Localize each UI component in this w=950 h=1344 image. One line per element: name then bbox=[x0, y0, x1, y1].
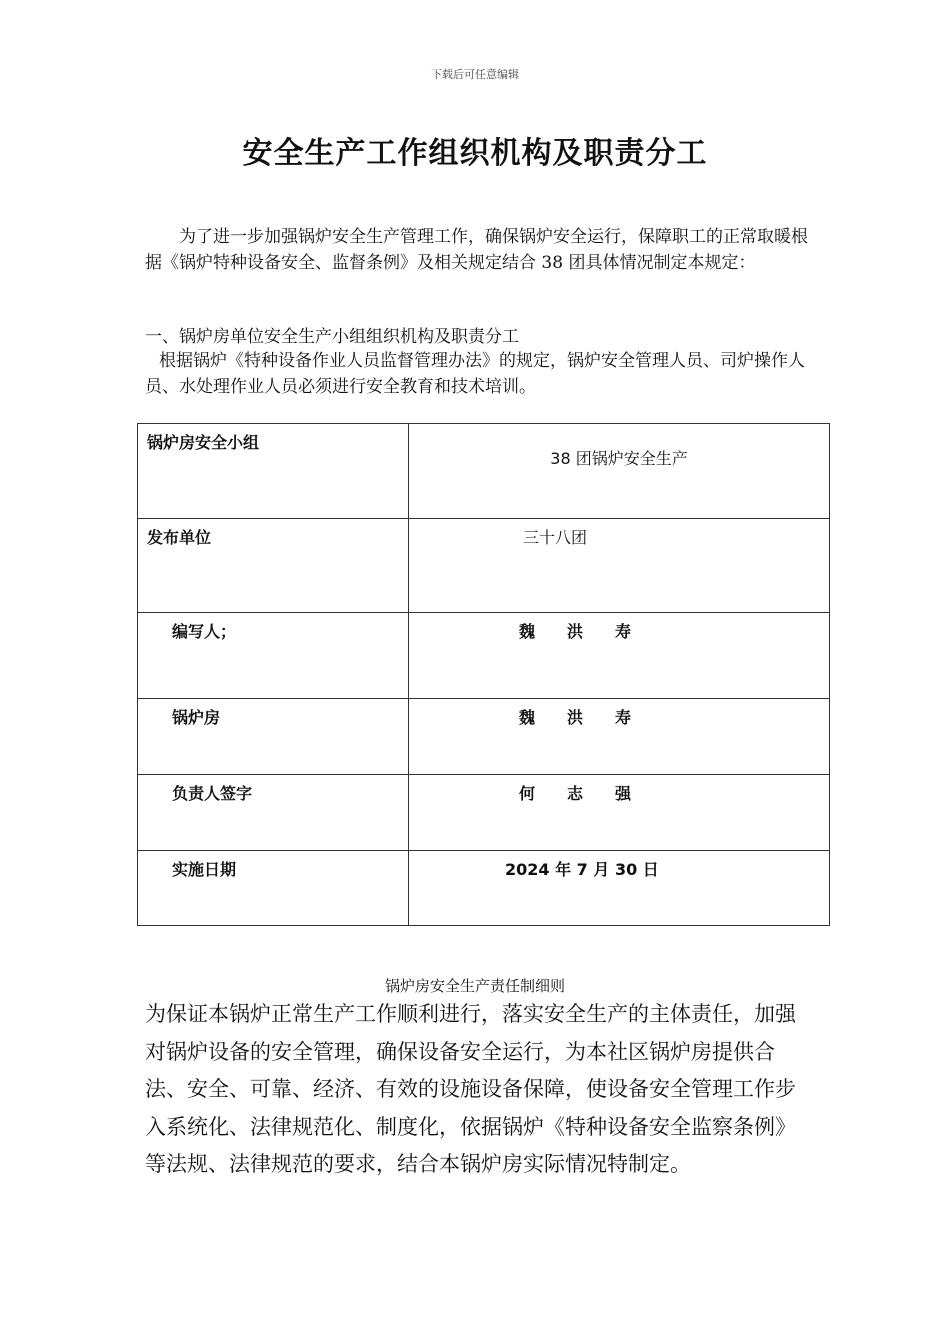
table-row bbox=[138, 699, 830, 775]
table-value: 2024 年 7 月 30 日 bbox=[505, 860, 659, 879]
table-value-cell bbox=[409, 519, 830, 613]
table-value: 魏 洪 寿 bbox=[519, 622, 632, 641]
table-label: 负责人签字 bbox=[172, 784, 253, 803]
section-1-body: 根据锅炉《特种设备作业人员监督管理办法》的规定，锅炉安全管理人员、司炉操作人员、水处理作业人员必须进行安全教育和技术培训。 bbox=[145, 351, 805, 397]
table-label-cell bbox=[138, 519, 409, 613]
table-row bbox=[138, 519, 830, 613]
table-label: 锅炉房安全小组 bbox=[147, 433, 260, 452]
table-value: 何 志 强 bbox=[519, 784, 632, 803]
section-subtitle: 锅炉房安全生产责任制细则 bbox=[384, 977, 565, 995]
intro-paragraph: 为了进一步加强锅炉安全生产管理工作，确保锅炉安全运行，保障职工的正常取暖根据《锅炉特种设备安全、监督条例》及相关规定结合 38 团具体情况制定本规定： bbox=[145, 227, 808, 273]
table-value-cell bbox=[409, 424, 830, 519]
table-value-cell bbox=[409, 851, 830, 926]
table-value-cell bbox=[409, 613, 830, 699]
table-value-cell bbox=[409, 699, 830, 775]
table-row bbox=[138, 424, 830, 519]
table-label: 实施日期 bbox=[172, 860, 237, 879]
table-label-cell bbox=[138, 775, 409, 851]
table-value: 魏 洪 寿 bbox=[519, 708, 632, 727]
table-label-cell bbox=[138, 851, 409, 926]
table-label: 编写人； bbox=[172, 622, 237, 641]
table-row bbox=[138, 613, 830, 699]
table-value: 三十八团 bbox=[523, 528, 588, 547]
table-label: 发布单位 bbox=[147, 528, 212, 547]
table-label: 锅炉房 bbox=[172, 708, 221, 727]
table-value: 38 团锅炉安全生产 bbox=[550, 449, 688, 468]
table-value-cell bbox=[409, 775, 830, 851]
table-label-cell bbox=[138, 424, 409, 519]
document-title: 安全生产工作组织机构及职责分工 bbox=[242, 136, 708, 171]
table-label-cell bbox=[138, 699, 409, 775]
info-table bbox=[137, 423, 830, 926]
section-1-heading: 一、锅炉房单位安全生产小组组织机构及职责分工 bbox=[145, 327, 519, 347]
table-label-cell bbox=[138, 613, 409, 699]
body-paragraph: 为保证本锅炉正常生产工作顺利进行，落实安全生产的主体责任，加强对锅炉设备的安全管理，确保设备安全运行，为本社区锅炉房提供合法、安全、可靠、经济、有效的设施设备保障，使设备安全管理工作步入系统化、法律规范化、制度化，依据锅炉《特种设备安全监察条例》等法规、法律规范的要求，结合本锅炉房实际情况特制定。 bbox=[145, 1002, 796, 1176]
table-row bbox=[138, 851, 830, 926]
table-row bbox=[138, 775, 830, 851]
header-note: 下载后可任意编辑 bbox=[431, 68, 519, 81]
